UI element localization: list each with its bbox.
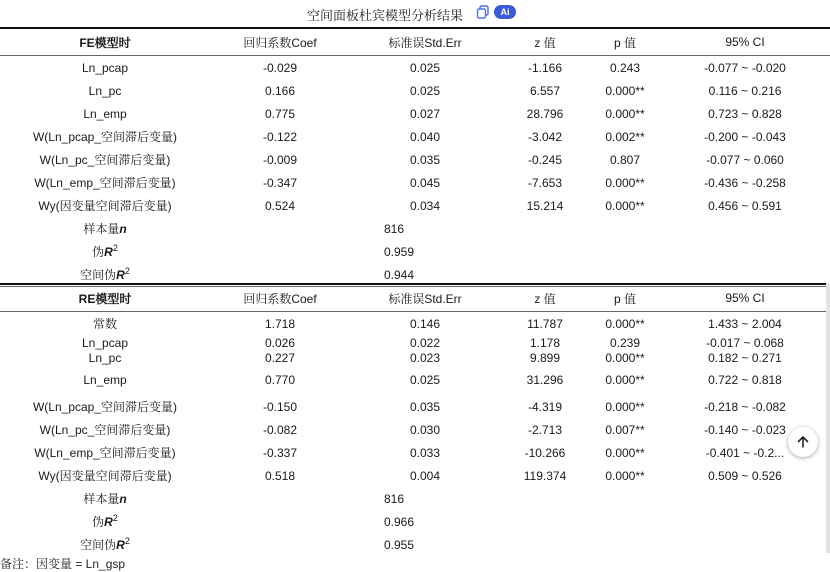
col-ci: 95% CI xyxy=(660,284,830,312)
table-row xyxy=(0,418,830,441)
table-cell: -0.077 ~ -0.020 xyxy=(704,60,786,75)
title-bar xyxy=(0,0,830,26)
table-cell: -4.319 xyxy=(527,399,563,414)
fe-header: FE模型时 xyxy=(0,28,210,56)
table-cell: 0.000** xyxy=(605,198,645,213)
stat-value: 0.966 xyxy=(384,514,415,529)
stat-label: 样本量n xyxy=(83,492,127,506)
table-row xyxy=(0,350,830,365)
variable-name: Ln_pc xyxy=(88,83,122,98)
variable-name: W(Ln_pc_空间滞后变量) xyxy=(39,423,171,437)
variable-name: Wy(因变量空间滞后变量) xyxy=(38,469,172,483)
table-cell: 0.025 xyxy=(409,83,441,98)
col-ci: 95% CI xyxy=(660,28,830,56)
stat-value: 816 xyxy=(384,221,405,236)
variable-name: W(Ln_emp_空间滞后变量) xyxy=(34,176,176,190)
stat-value: 816 xyxy=(384,491,405,506)
re-table-body xyxy=(0,312,830,557)
variable-name: Ln_emp xyxy=(83,106,127,121)
table-cell: -10.266 xyxy=(524,445,566,460)
stat-label: 伪$R^2$ xyxy=(92,243,118,259)
table-cell: 0.027 xyxy=(409,106,441,121)
table-cell: 0.000** xyxy=(605,399,645,414)
variable-name: Ln_pcap xyxy=(81,60,129,75)
table-cell: 15.214 xyxy=(526,198,564,213)
col-stderr: 标准误Std.Err xyxy=(350,28,500,56)
table-cell: 0.002** xyxy=(605,129,645,144)
table-cell: 31.296 xyxy=(526,373,564,387)
table-cell: 1.433 ~ 2.004 xyxy=(708,316,782,331)
table-cell: 0.807 xyxy=(609,152,641,167)
table-row xyxy=(0,102,830,125)
table-cell: 0.040 xyxy=(409,129,441,144)
table-cell: -0.029 xyxy=(262,60,298,75)
scroll-to-top-button[interactable] xyxy=(788,427,818,457)
table-row xyxy=(0,79,830,102)
table-row xyxy=(0,56,830,80)
table-cell: 0.775 xyxy=(264,106,296,121)
table-row xyxy=(0,395,830,418)
table-cell: -0.401 ~ -0.2... xyxy=(705,445,785,460)
table-cell: 0.034 xyxy=(409,198,441,213)
ai-button[interactable]: Ai xyxy=(494,5,516,19)
col-stderr: 标准误Std.Err xyxy=(350,284,500,312)
table-row xyxy=(0,171,830,194)
table-cell: 0.239 xyxy=(609,335,641,350)
table-cell: 0.000** xyxy=(605,83,645,98)
stat-label: 空间伪$R^2$ xyxy=(80,536,130,552)
table-cell: -0.122 xyxy=(262,129,298,144)
table-cell: -0.150 xyxy=(262,399,298,414)
table-cell: 0.026 xyxy=(264,335,296,350)
stat-row xyxy=(0,487,830,510)
variable-name: Ln_emp xyxy=(83,373,127,387)
table-cell: 0.518 xyxy=(264,468,296,483)
table-cell: 6.557 xyxy=(529,83,561,98)
table-cell: 119.374 xyxy=(523,468,567,483)
table-cell: 0.000** xyxy=(605,106,645,121)
table-cell: 0.035 xyxy=(409,152,441,167)
variable-name: W(Ln_pcap_空间滞后变量) xyxy=(32,130,178,144)
arrow-up-icon xyxy=(796,435,810,449)
table-cell: 0.146 xyxy=(409,316,441,331)
table-row xyxy=(0,441,830,464)
stat-row xyxy=(0,533,830,556)
stat-label: 样本量n xyxy=(83,222,127,236)
stat-row xyxy=(0,510,830,533)
variable-name: Wy(因变量空间滞后变量) xyxy=(38,199,172,213)
table-cell: -0.082 xyxy=(262,422,298,437)
table-cell: 0.524 xyxy=(264,198,296,213)
table-cell: 28.796 xyxy=(526,106,564,121)
table-cell: 0.045 xyxy=(409,175,441,190)
fe-table-body xyxy=(0,56,830,287)
stat-row xyxy=(0,217,830,240)
table-cell: 9.899 xyxy=(529,350,561,365)
table-cell: -0.337 xyxy=(262,445,298,460)
table-cell: 0.007** xyxy=(605,422,645,437)
table-row xyxy=(0,335,830,350)
re-model-table xyxy=(0,283,830,556)
table-cell: -1.166 xyxy=(527,60,563,75)
variable-name: Ln_pc xyxy=(88,350,122,365)
re-header: RE模型时 xyxy=(0,284,210,312)
table-row xyxy=(0,125,830,148)
table-row xyxy=(0,365,830,395)
table-cell: 0.033 xyxy=(409,445,441,460)
table-row xyxy=(0,312,830,336)
table-cell: 0.035 xyxy=(409,399,441,414)
table-cell: 0.166 xyxy=(264,83,296,98)
table-cell: -0.009 xyxy=(262,152,298,167)
col-z: z 值 xyxy=(500,28,590,56)
table-cell: 0.456 ~ 0.591 xyxy=(708,198,782,213)
col-p: p 值 xyxy=(590,28,660,56)
table-cell: 0.000** xyxy=(605,445,645,460)
table-cell: 1.178 xyxy=(529,335,561,350)
footnote: 备注：因变量 = Ln_gsp xyxy=(0,557,126,571)
col-z: z 值 xyxy=(500,284,590,312)
table-cell: 0.004 xyxy=(409,468,441,483)
stat-value: 0.959 xyxy=(384,244,415,259)
scrollbar[interactable] xyxy=(826,283,830,553)
table-row xyxy=(0,194,830,217)
table-cell: 0.023 xyxy=(409,350,441,365)
variable-name: 常数 xyxy=(92,317,117,331)
table-cell: -0.245 xyxy=(527,152,563,167)
re-header-row xyxy=(0,284,830,312)
table-cell: -3.042 xyxy=(527,129,563,144)
table-cell: -0.347 xyxy=(262,175,298,190)
table-cell: 0.025 xyxy=(409,60,441,75)
table-cell: -2.713 xyxy=(527,422,563,437)
table-cell: 0.000** xyxy=(605,175,645,190)
table-cell: 0.030 xyxy=(409,422,441,437)
variable-name: W(Ln_pcap_空间滞后变量) xyxy=(32,400,178,414)
table-cell: 0.116 ~ 0.216 xyxy=(708,83,782,98)
table-cell: 0.770 xyxy=(264,373,296,387)
table-cell: 0.722 ~ 0.818 xyxy=(708,373,782,387)
stat-row xyxy=(0,240,830,263)
table-cell: -0.077 ~ 0.060 xyxy=(706,152,784,167)
copy-icon[interactable] xyxy=(476,5,490,19)
table-cell: 0.509 ~ 0.526 xyxy=(708,468,782,483)
table-cell: 0.000** xyxy=(605,316,645,331)
table-row xyxy=(0,464,830,487)
stat-value: 0.955 xyxy=(384,537,415,552)
table-cell: 0.227 xyxy=(264,350,296,365)
table-cell: 0.000** xyxy=(605,373,645,387)
table-cell: 0.182 ~ 0.271 xyxy=(708,350,782,365)
table-title: 空间面板杜宾模型分析结果 xyxy=(307,8,464,23)
col-p: p 值 xyxy=(590,284,660,312)
col-coef: 回归系数Coef xyxy=(210,284,350,312)
table-cell: -7.653 xyxy=(527,175,563,190)
stat-label: 空间伪$R^2$ xyxy=(80,266,130,282)
table-cell: 0.243 xyxy=(609,60,641,75)
table-cell: 0.022 xyxy=(409,335,441,350)
table-row xyxy=(0,148,830,171)
table-cell: 1.718 xyxy=(264,316,296,331)
stat-value: 0.944 xyxy=(384,267,415,282)
variable-name: W(Ln_emp_空间滞后变量) xyxy=(34,446,176,460)
table-cell: 0.000** xyxy=(605,350,645,365)
table-cell: 0.025 xyxy=(409,373,441,387)
table-cell: -0.017 ~ 0.068 xyxy=(706,335,784,350)
variable-name: Ln_pcap xyxy=(81,335,129,350)
table-cell: 11.787 xyxy=(527,316,563,331)
table-cell: -0.436 ~ -0.258 xyxy=(704,175,786,190)
fe-header-row xyxy=(0,28,830,56)
table-cell: -0.200 ~ -0.043 xyxy=(704,129,786,144)
table-cell: 0.723 ~ 0.828 xyxy=(708,106,782,121)
table-cell: -0.140 ~ -0.023 xyxy=(704,422,786,437)
col-coef: 回归系数Coef xyxy=(210,28,350,56)
table-cell: -0.218 ~ -0.082 xyxy=(704,399,786,414)
table-cell: 0.000** xyxy=(605,468,645,483)
fe-model-table xyxy=(0,27,830,287)
variable-name: W(Ln_pc_空间滞后变量) xyxy=(39,153,171,167)
stat-label: 伪$R^2$ xyxy=(92,513,118,529)
